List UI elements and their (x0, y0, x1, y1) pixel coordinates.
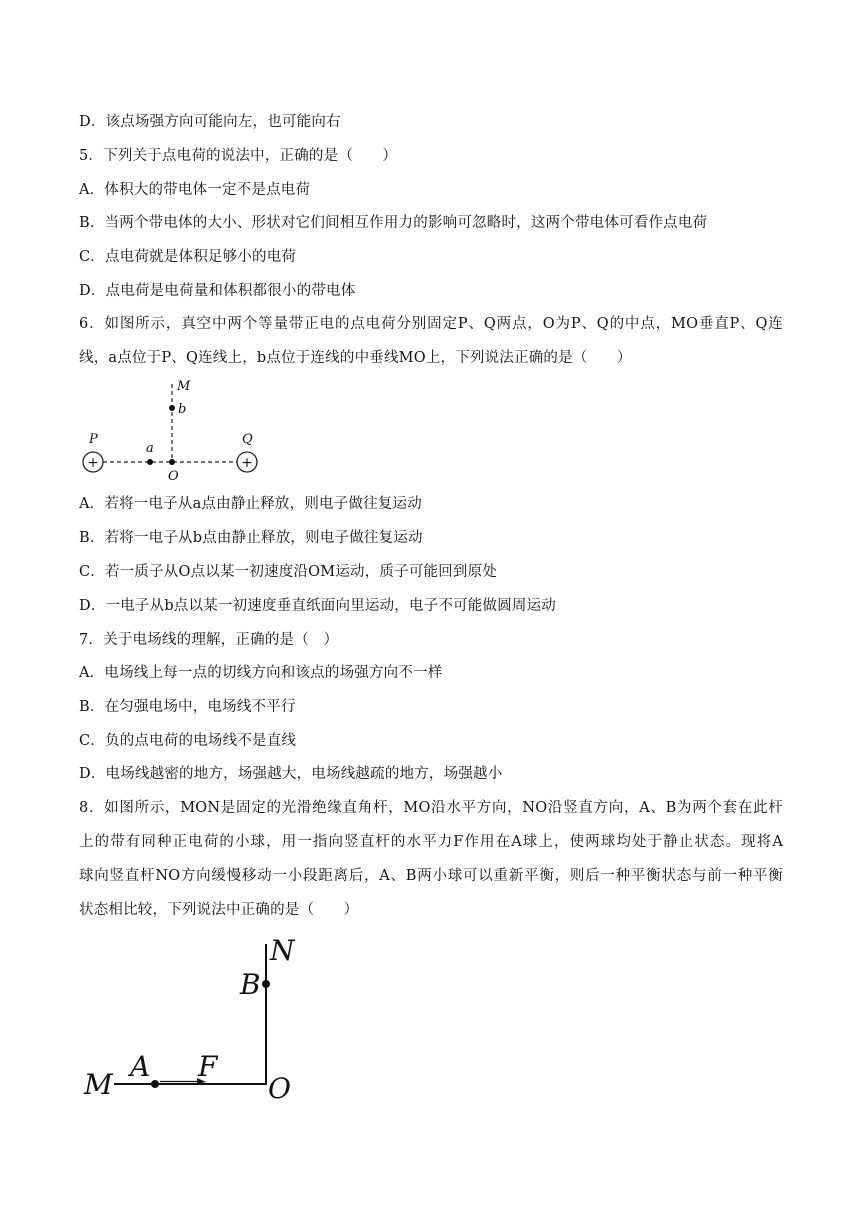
label-b: B (240, 968, 261, 1001)
q6-stem-line2: 线，a点位于P、Q连线上，b点位于连线的中垂线MO上，下列说法正确的是（ ） (79, 350, 632, 366)
q7-stem: 7．关于电场线的理解，正确的是（ ） (79, 632, 339, 648)
point-a (147, 459, 153, 465)
q8-stem-line4: 状态相比较，下列说法中正确的是（ ） (79, 902, 359, 918)
q7-option-c: C．负的点电荷的电场线不是直线 (79, 733, 297, 749)
q5-option-b: B．当两个带电体的大小、形状对它们间相互作用力的影响可忽略时，这两个带电体可看作点电荷 (79, 215, 708, 231)
q8-stem-line1: 8．如图所示，MON是固定的光滑绝缘直角杆，MO沿水平方向，NO沿竖直方向，A、B为两个套在此杆 (79, 800, 783, 816)
q6-stem-line1: 6．如图所示，真空中两个等量带正电的点电荷分别固定P、Q两点，O为P、Q的中点，MO垂直P、Q连 (79, 316, 784, 332)
q8-stem-line3: 球向竖直杆NO方向缓慢移动一小段距离后，A、B两小球可以重新平衡，则后一种平衡状态与前一种平衡 (79, 868, 783, 884)
ball-b (262, 980, 270, 988)
q7-option-d: D．电场线越密的地方，场强越大，电场线越疏的地方，场强越小 (79, 766, 503, 782)
point-b (169, 405, 175, 411)
label-m: M (84, 1068, 113, 1101)
q5-option-d: D．点电荷是电荷量和体积都很小的带电体 (79, 283, 356, 299)
q6-option-b: B．若将一电子从b点由静止释放，则电子做往复运动 (79, 530, 423, 546)
label-b: b (178, 402, 187, 417)
q6-figure (80, 376, 270, 486)
label-a: a (146, 441, 154, 456)
label-o: O (268, 1072, 291, 1105)
q8-stem-line2: 上的带有同种正电荷的小球，用一指向竖直杆的水平力F作用在A球上，使两球均处于静止状态。现将A (79, 834, 783, 850)
charge-p-plus: + (87, 455, 99, 471)
charge-q-plus: + (241, 455, 253, 471)
q6-option-c: C．若一质子从O点以某一初速度沿OM运动，质子可能回到原处 (79, 564, 498, 580)
q7-option-b: B．在匀强电场中，电场线不平行 (79, 699, 296, 715)
q7-option-a: A．电场线上每一点的切线方向和该点的场强方向不一样 (79, 665, 443, 681)
q5-stem: 5．下列关于点电荷的说法中，正确的是（ ） (79, 148, 398, 164)
label-o: O (168, 469, 179, 484)
label-n: N (270, 934, 295, 967)
q5-option-c: C．点电荷就是体积足够小的电荷 (79, 249, 297, 265)
q5-option-a: A．体积大的带电体一定不是点电荷 (79, 182, 311, 198)
point-o (169, 459, 175, 465)
label-m: M (177, 379, 191, 394)
q6-option-a: A．若将一电子从a点由静止释放，则电子做往复运动 (79, 496, 422, 512)
q8-figure (84, 936, 324, 1106)
label-q: Q (242, 432, 253, 447)
label-f: F (198, 1050, 218, 1083)
label-p: P (89, 432, 98, 447)
ball-a (151, 1080, 159, 1088)
q6-option-d: D．一电子从b点以某一初速度垂直纸面向里运动，电子不可能做圆周运动 (79, 598, 557, 614)
label-a: A (130, 1050, 151, 1083)
q4-option-d: D．该点场强方向可能向左，也可能向右 (79, 114, 341, 130)
